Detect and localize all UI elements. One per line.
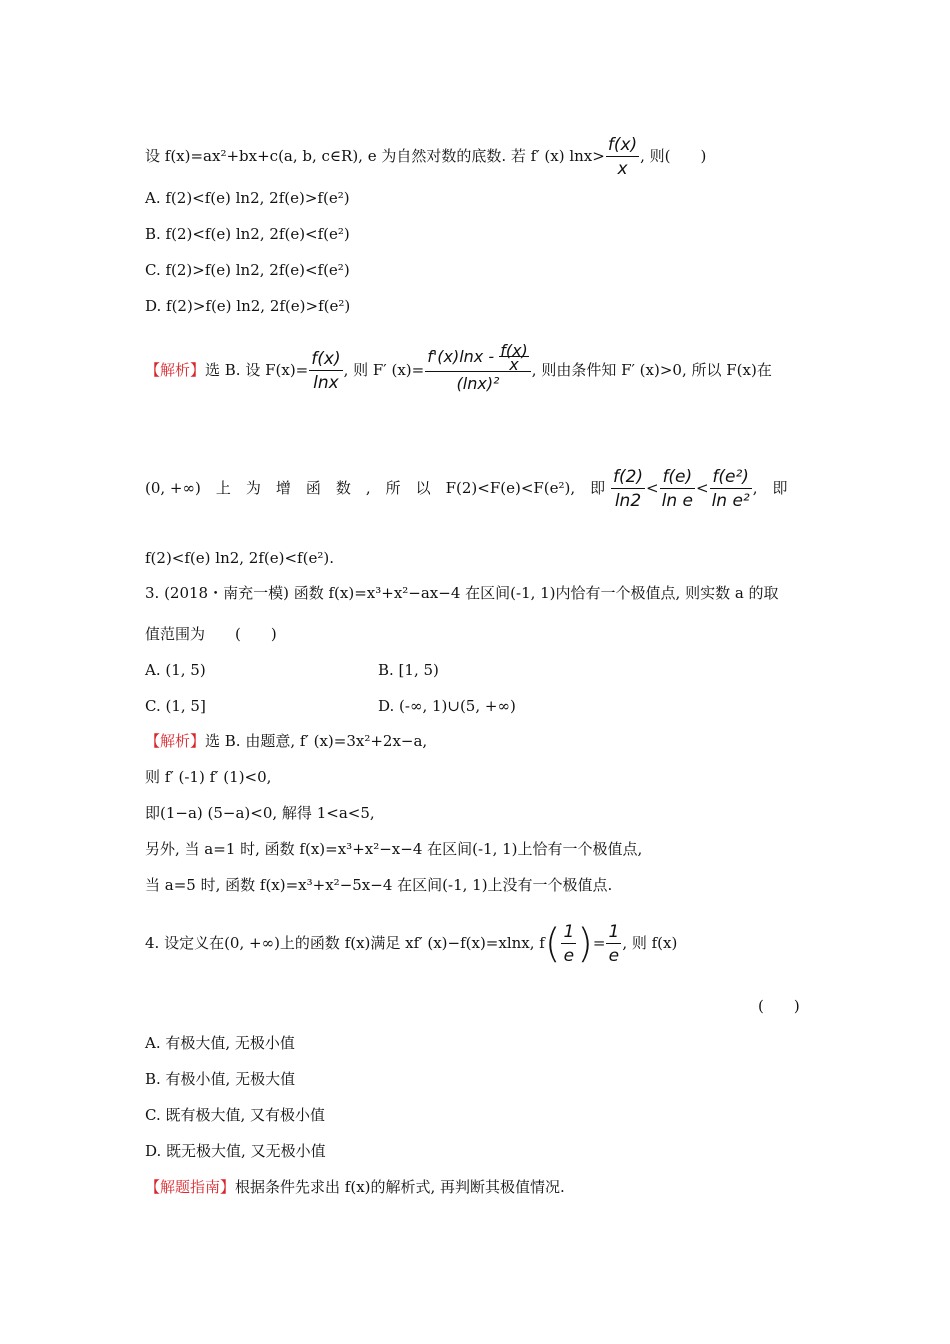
- q2-option-b: B. f(2)<f(e) ln2, 2f(e)<f(e²): [145, 225, 350, 243]
- q2-sol1-frac2: [425, 341, 531, 394]
- q2-sol1-frac2-num: [425, 341, 531, 374]
- q4-eq-sign: =: [592, 934, 606, 952]
- q2-sol1-text-b: , 则 F′ (x)=: [343, 361, 425, 379]
- q2-sol1-small-num: f(x): [500, 341, 528, 360]
- q4-guide-tag: 【解题指南】: [145, 1178, 236, 1196]
- q2-sol2-text-a: (0, +∞) 上 为 增 函 数 , 所 以 F(2)<F(e)<F(e²), 即: [145, 479, 606, 497]
- q2-sol1-frac1-den: lnx: [313, 373, 339, 393]
- q3-solution-line1: [145, 731, 427, 751]
- q2-sol2-text-b: , 即: [752, 479, 788, 497]
- q3-solution-line4: 另外, 当 a=1 时, 函数 f(x)=x³+x²−x−4 在区间(-1, 1)上恰有一个极值点,: [145, 840, 643, 858]
- q4-right-paren: ): [577, 921, 593, 967]
- q3-solution-line5: 当 a=5 时, 函数 f(x)=x³+x²−5x−4 在区间(-1, 1)上没有一个极值点.: [145, 876, 613, 894]
- q2-option-c: C. f(2)>f(e) ln2, 2f(e)<f(e²): [145, 261, 350, 279]
- q4-guide: [145, 1177, 565, 1197]
- q2-solution-tag: 【解析】: [145, 361, 206, 379]
- q2-solution-line1: [145, 341, 772, 394]
- q2-sol1-frac2-den: (lnx)²: [456, 374, 500, 393]
- q2-stem-frac-num: f(x): [607, 135, 638, 155]
- q2-stem-suffix: , 则( ): [640, 147, 707, 165]
- q3-solution-tag: 【解析】: [145, 732, 206, 750]
- q2-sol2-frac3: [710, 467, 752, 511]
- q3-option-c: C. (1, 5]: [145, 697, 206, 715]
- q2-sol2-frac1-den: ln2: [614, 491, 642, 511]
- q2-sol1-small-frac: [499, 341, 529, 374]
- q3-option-b: B. [1, 5): [378, 661, 439, 679]
- q2-sol2-frac3-den: ln e²: [711, 491, 750, 511]
- q3-stem-line2: 值范围为 ( ): [145, 625, 277, 643]
- q4-stem-text-b: , 则 f(x): [622, 934, 678, 952]
- q3-sol1-text: 选 B. 由题意, f′ (x)=3x²+2x−a,: [205, 732, 428, 750]
- q4-answer-blank: ( ): [758, 997, 800, 1015]
- q2-sol2-frac1-num: f(2): [612, 467, 644, 487]
- q2-option-a: A. f(2)<f(e) ln2, 2f(e)>f(e²): [145, 189, 350, 207]
- q2-stem-frac-den: x: [617, 159, 628, 179]
- q2-stem: [145, 135, 706, 179]
- q2-sol1-frac2-num-text: f'(x)lnx -: [427, 347, 500, 366]
- q4-arg-num: 1: [563, 922, 575, 942]
- q2-sol1-frac1-num: f(x): [311, 349, 341, 369]
- q4-option-a: A. 有极大值, 无极小值: [145, 1034, 295, 1052]
- q2-sol1-text-a: 选 B. 设 F(x)=: [205, 361, 309, 379]
- q2-solution-line2: [145, 467, 788, 511]
- q4-val-den: e: [608, 946, 620, 966]
- q3-solution-line2: 则 f′ (-1) f′ (1)<0,: [145, 768, 272, 786]
- q4-guide-text: 根据条件先求出 f(x)的解析式, 再判断其极值情况.: [235, 1178, 565, 1196]
- q2-sol2-frac3-num: f(e²): [710, 467, 752, 489]
- q4-option-c: C. 既有极大值, 又有极小值: [145, 1106, 326, 1124]
- q3-option-d: D. (-∞, 1)∪(5, +∞): [378, 697, 516, 715]
- q2-sol2-frac2-den: ln e: [661, 491, 693, 511]
- q4-stem: [145, 922, 677, 966]
- q4-stem-text-a: 4. 设定义在(0, +∞)上的函数 f(x)满足 xf′ (x)−f(x)=xlnx, f: [145, 934, 545, 952]
- q2-sol2-lt1: <: [646, 479, 659, 497]
- q4-left-paren: (: [544, 921, 561, 967]
- q4-val-num: 1: [608, 922, 620, 942]
- q2-stem-fraction: [606, 135, 639, 179]
- q2-solution-line3: f(2)<f(e) ln2, 2f(e)<f(e²).: [145, 549, 334, 567]
- q4-val-frac: [606, 922, 621, 966]
- q2-sol1-small-den: x: [509, 355, 519, 374]
- q4-arg-den: e: [563, 946, 575, 966]
- q2-stem-text: 设 f(x)=ax²+bx+c(a, b, c∈R), e 为自然对数的底数. 若 f′ (x) lnx>: [145, 147, 605, 165]
- q2-sol2-frac2-num: f(e): [660, 467, 695, 489]
- q3-stem-line1: 3. (2018・南充一模) 函数 f(x)=x³+x²−ax−4 在区间(-1, 1)内恰有一个极值点, 则实数 a 的取: [145, 584, 779, 602]
- q3-solution-line3: 即(1−a) (5−a)<0, 解得 1<a<5,: [145, 804, 375, 822]
- q2-sol2-frac2: [660, 467, 695, 511]
- q2-sol1-text-c: , 则由条件知 F′ (x)>0, 所以 F(x)在: [531, 361, 772, 379]
- q3-options-row1: [145, 660, 206, 680]
- q2-option-d: D. f(2)>f(e) ln2, 2f(e)>f(e²): [145, 297, 351, 315]
- q4-arg-frac: [561, 922, 576, 966]
- q2-sol2-frac1: [611, 467, 645, 511]
- q4-option-b: B. 有极小值, 无极大值: [145, 1070, 296, 1088]
- q4-option-d: D. 既无极大值, 又无极小值: [145, 1142, 326, 1160]
- q3-option-a: A. (1, 5): [145, 661, 206, 679]
- q2-sol1-frac1: [309, 349, 342, 393]
- q2-sol2-lt2: <: [695, 479, 709, 497]
